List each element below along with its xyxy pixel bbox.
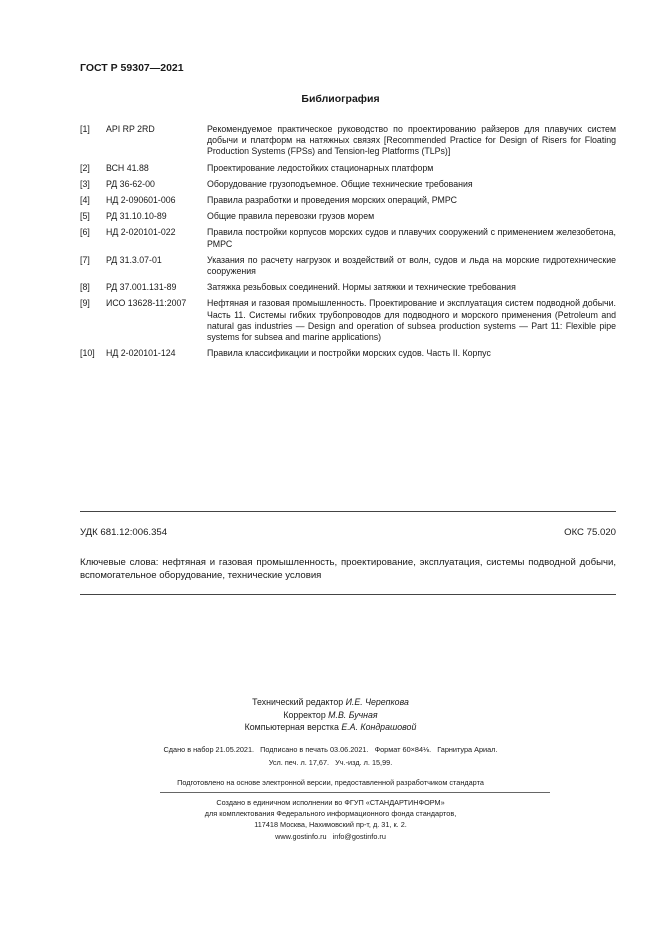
staff-role: Корректор xyxy=(283,709,326,720)
entry-code: РД 36-62-00 xyxy=(106,178,155,189)
publisher-line: www.gostinfo.ru info@gostinfo.ru xyxy=(275,831,386,841)
entry-text: Рекомендуемое практическое руководство по проектированию райзеров для плавучих систем добычи и платформ на натяжных связях [Recommended Practice for Design of Risers for Floating Production Systems (FPSs) and Tension-leg Platforms (TLPs)] xyxy=(207,124,616,157)
staff-name: И.Е. Черепкова xyxy=(345,697,409,707)
entry-code: API RP 2RD xyxy=(106,124,155,134)
entry-text: Правила постройки корпусов морских судов и плавучих сооружений с применением железобетона, РМРС xyxy=(207,227,616,249)
entry-number: [5] xyxy=(80,211,90,222)
staff-line xyxy=(0,709,661,722)
staff-role: Технический редактор xyxy=(252,697,344,707)
entry-code: ИСО 13628-11:2007 xyxy=(106,298,187,309)
bibliography-entry xyxy=(80,195,616,206)
entry-number: [7] xyxy=(80,254,90,265)
print-info xyxy=(0,744,661,769)
divider xyxy=(80,511,616,512)
entry-number: [9] xyxy=(80,298,90,309)
entry-code: НД 2-020101-124 xyxy=(106,348,176,359)
entry-number: [1] xyxy=(80,124,90,134)
bibliography-entry xyxy=(80,124,616,158)
bibliography-entry xyxy=(80,211,616,222)
staff-role: Компьютерная верстка xyxy=(244,722,339,732)
standard-number: ГОСТ Р 59307—2021 xyxy=(80,62,184,74)
entry-number: [2] xyxy=(80,162,90,173)
print-line: Усл. печ. л. 17,67. Уч.-изд. л. 15,99. xyxy=(268,757,393,767)
bibliography-entry xyxy=(80,179,616,190)
publisher-line: 117418 Москва, Нахимовский пр-т, д. 31, к. 2. xyxy=(254,820,407,830)
entry-code: НД 2-090601-006 xyxy=(106,195,176,206)
bibliography-entry xyxy=(80,255,616,277)
divider xyxy=(80,594,616,595)
page-title xyxy=(0,93,661,105)
entry-number: [10] xyxy=(80,348,95,359)
section-title: Библиография xyxy=(301,93,380,105)
bibliography-entry xyxy=(80,348,616,359)
entry-code: ВСН 41.88 xyxy=(106,162,149,173)
staff-line xyxy=(0,721,661,734)
entry-number: [8] xyxy=(80,282,90,293)
entry-text: Правила классификации и постройки морских судов. Часть II. Корпус xyxy=(207,348,491,359)
divider xyxy=(160,792,550,793)
staff-name: Е.А. Кондрашовой xyxy=(341,722,417,732)
entry-number: [6] xyxy=(80,227,90,238)
publisher-line: Создано в единичном исполнении во ФГУП «СТАНДАРТИНФОРМ» xyxy=(216,798,445,807)
entry-code: РД 31.10.10-89 xyxy=(106,211,167,222)
entry-code: РД 37.001.131-89 xyxy=(106,282,177,293)
bibliography-list xyxy=(80,124,616,364)
staff-line xyxy=(0,696,661,709)
entry-text: Общие правила перевозки грузов морем xyxy=(207,211,375,222)
entry-number: [3] xyxy=(80,178,90,189)
publisher-info xyxy=(0,797,661,842)
staff-name: М.В. Бучная xyxy=(328,709,378,720)
bibliography-entry xyxy=(80,163,616,174)
publisher-line: для комплектования Федерального информационного фонда стандартов, xyxy=(204,809,457,819)
entry-text: Указания по расчету нагрузок и воздействий от волн, судов и льда на морские гидротехнические сооружения xyxy=(207,254,616,277)
keywords: Ключевые слова: нефтяная и газовая промышленность, проектирование, эксплуатация, системы подводной добычи, вспомогательное оборудование, технические условия xyxy=(80,557,616,581)
staff-credits xyxy=(0,696,661,734)
prepared-note: Подготовлено на основе электронной версии, предоставленной разработчиком стандарта xyxy=(177,778,484,787)
entry-text: Правила разработки и проведения морских операций, РМРС xyxy=(207,195,457,206)
entry-text: Нефтяная и газовая промышленность. Проектирование и эксплуатация систем подводной добычи. Часть 11. Системы гибких трубопроводов для подводного и морского применения (Petroleum and natural gas industries — Design and operation of subsea production systems — Part 11: Flexible pipe systems for subsea and marine applications) xyxy=(207,298,616,343)
bibliography-entry xyxy=(80,282,616,293)
bibliography-entry xyxy=(80,298,616,343)
print-line: Сдано в набор 21.05.2021. Подписано в печать 03.06.2021. Формат 60×84⅛. Гарнитура Ариал. xyxy=(163,745,498,754)
entry-text: Проектирование ледостойких стационарных платформ xyxy=(207,162,434,173)
bibliography-entry xyxy=(80,227,616,249)
entry-code: РД 31.3.07-01 xyxy=(106,254,162,265)
udk-code: УДК 681.12:006.354 xyxy=(80,527,168,538)
oks-code: ОКС 75.020 xyxy=(564,527,616,538)
entry-text: Оборудование грузоподъемное. Общие технические требования xyxy=(207,178,473,189)
entry-text: Затяжка резьбовых соединений. Нормы затяжки и технические требования xyxy=(207,282,516,293)
entry-code: НД 2-020101-022 xyxy=(106,227,176,238)
entry-number: [4] xyxy=(80,195,90,206)
